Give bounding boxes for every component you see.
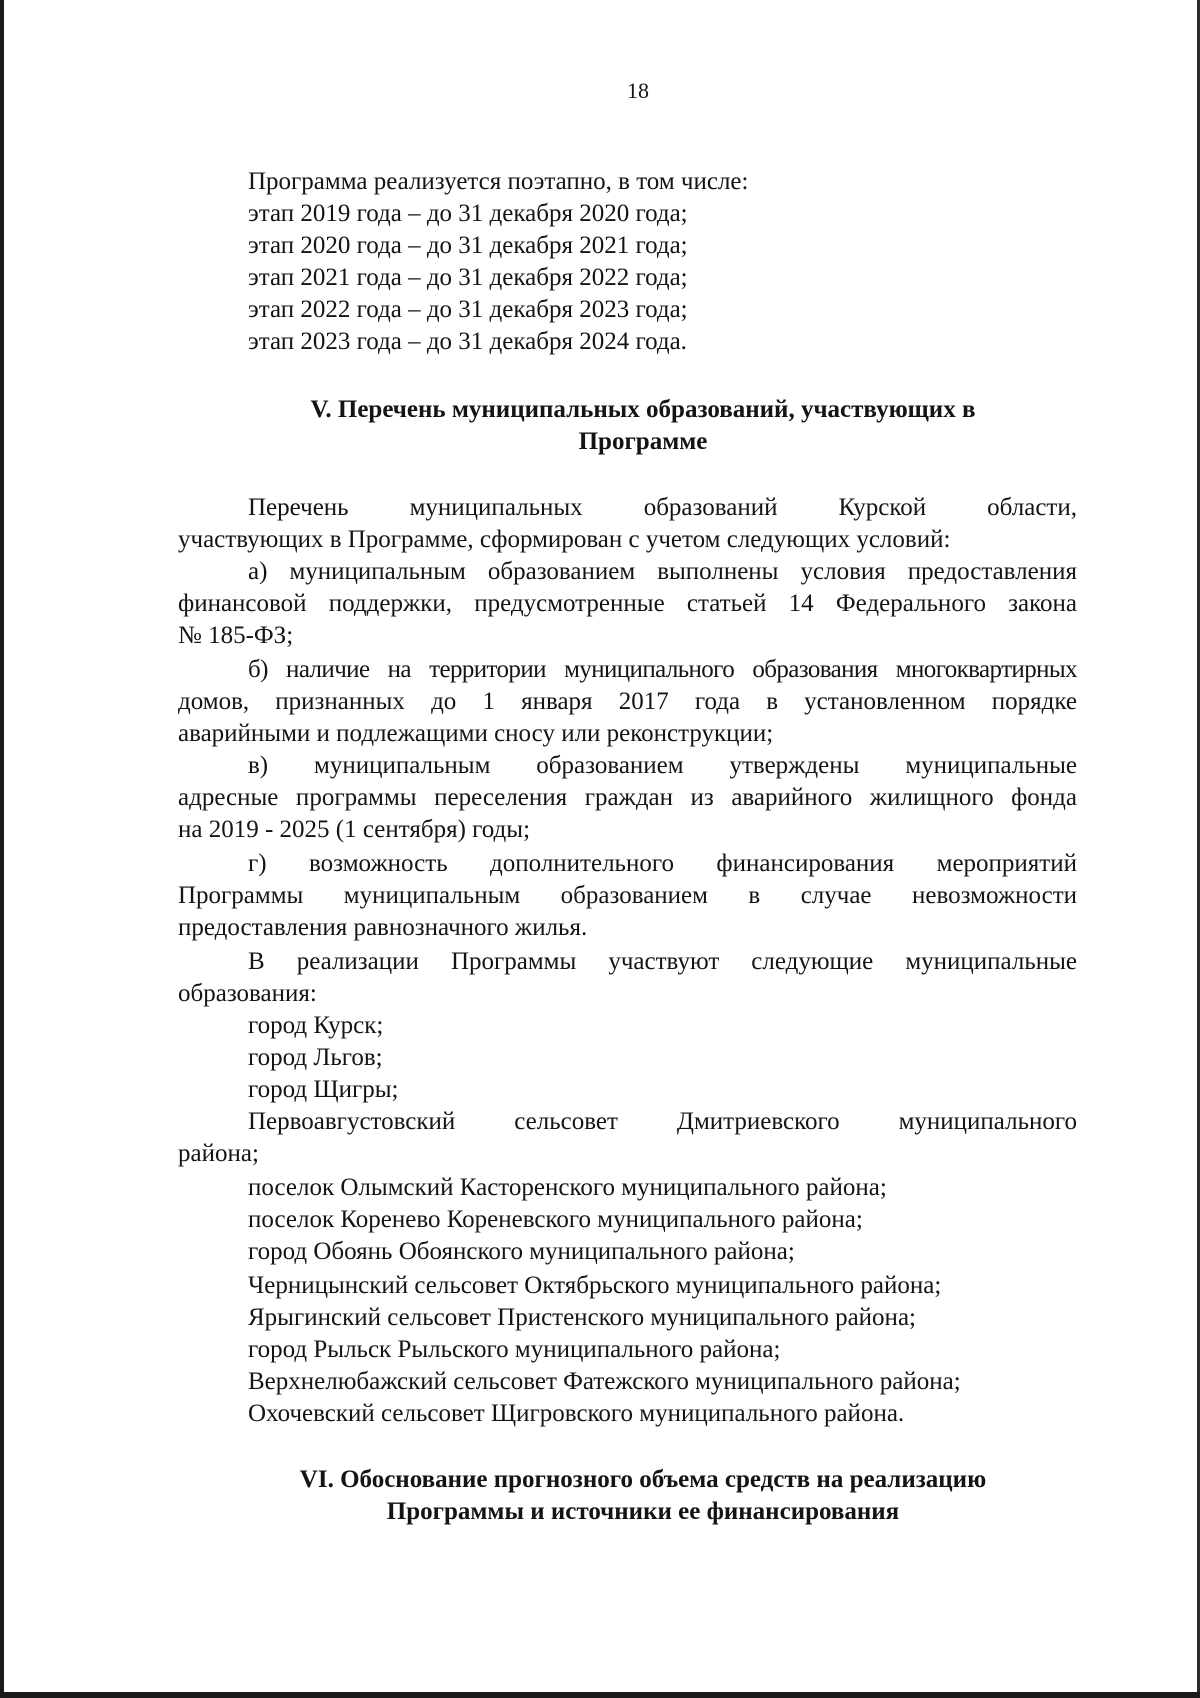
municipality-item: город Обоянь Обоянского муниципального района; [248,1238,795,1265]
page-number: 18 [627,78,649,103]
scan-edge-left [0,0,4,1698]
municipality-item: поселок Олымский Касторенского муниципального района; [248,1174,887,1201]
stage-item: этап 2021 года – до 31 декабря 2022 года; [248,264,688,291]
condition-g-line2: Программы муниципальным образованием в случае невозможности [178,882,1077,909]
condition-a-line1: а) муниципальным образованием выполнены условия предоставления [248,558,1077,585]
stage-item: этап 2020 года – до 31 декабря 2021 года; [248,232,688,259]
condition-v-line2: адресные программы переселения граждан из аварийного жилищного фонда [178,784,1077,811]
participants-line1: В реализации Программы участвуют следующие муниципальные [248,948,1077,975]
condition-b-line1: б) наличие на территории муниципального образования многоквартирных [248,656,1077,683]
municipality-pervoavgust-line2: района; [178,1140,259,1167]
condition-b-line2: домов, признанных до 1 января 2017 года в установленном порядке [178,688,1077,715]
municipality-item: Ярыгинский сельсовет Пристенского муниципального района; [248,1304,916,1331]
section-5-heading-line1: V. Перечень муниципальных образований, участвующих в [310,396,976,423]
scan-edge-bottom [0,1692,1200,1698]
municipality-item: Верхнелюбажский сельсовет Фатежского муниципального района; [248,1368,961,1395]
municipality-item: город Курск; [248,1012,384,1039]
participants-line2: образования: [178,980,317,1007]
condition-v-line1: в) муниципальным образованием утверждены муниципальные [248,752,1077,779]
municipality-item: город Рыльск Рыльского муниципального района; [248,1336,781,1363]
municipality-item: Охочевский сельсовет Щигровского муниципального района. [248,1400,905,1427]
stage-item: этап 2022 года – до 31 декабря 2023 года; [248,296,688,323]
condition-v-line3: на 2019 - 2025 (1 сентября) годы; [178,816,531,843]
stage-item: этап 2019 года – до 31 декабря 2020 года; [248,200,688,227]
municipality-item: город Льгов; [248,1044,383,1071]
condition-g-line1: г) возможность дополнительного финансирования мероприятий [248,850,1077,877]
condition-b-line3: аварийными и подлежащими сносу или реконструкции; [178,720,774,747]
section-5-intro-line1: Перечень муниципальных образований Курской области, [248,494,1077,521]
condition-g-line3: предоставления равнозначного жилья. [178,914,588,941]
condition-a-line3: № 185-ФЗ; [178,622,294,649]
stage-item: этап 2023 года – до 31 декабря 2024 года. [248,328,687,355]
section-5-intro-line2: участвующих в Программе, сформирован с учетом следующих условий: [178,526,951,553]
section-6-heading-line1: VI. Обоснование прогнозного объема средств на реализацию [299,1466,987,1493]
municipality-item: поселок Коренево Кореневского муниципального района; [248,1206,863,1233]
municipality-item: Черницынский сельсовет Октябрьского муниципального района; [248,1272,942,1299]
section-6-heading-line2: Программы и источники ее финансирования [386,1498,900,1525]
condition-a-line2: финансовой поддержки, предусмотренные статьей 14 Федерального закона [178,590,1077,617]
stages-intro: Программа реализуется поэтапно, в том числе: [248,168,749,195]
municipality-pervoavgust-line1: Первоавгустовский сельсовет Дмитриевского муниципального [248,1108,1077,1135]
municipality-item: город Щигры; [248,1076,399,1103]
section-5-heading-line2: Программе [578,428,708,455]
